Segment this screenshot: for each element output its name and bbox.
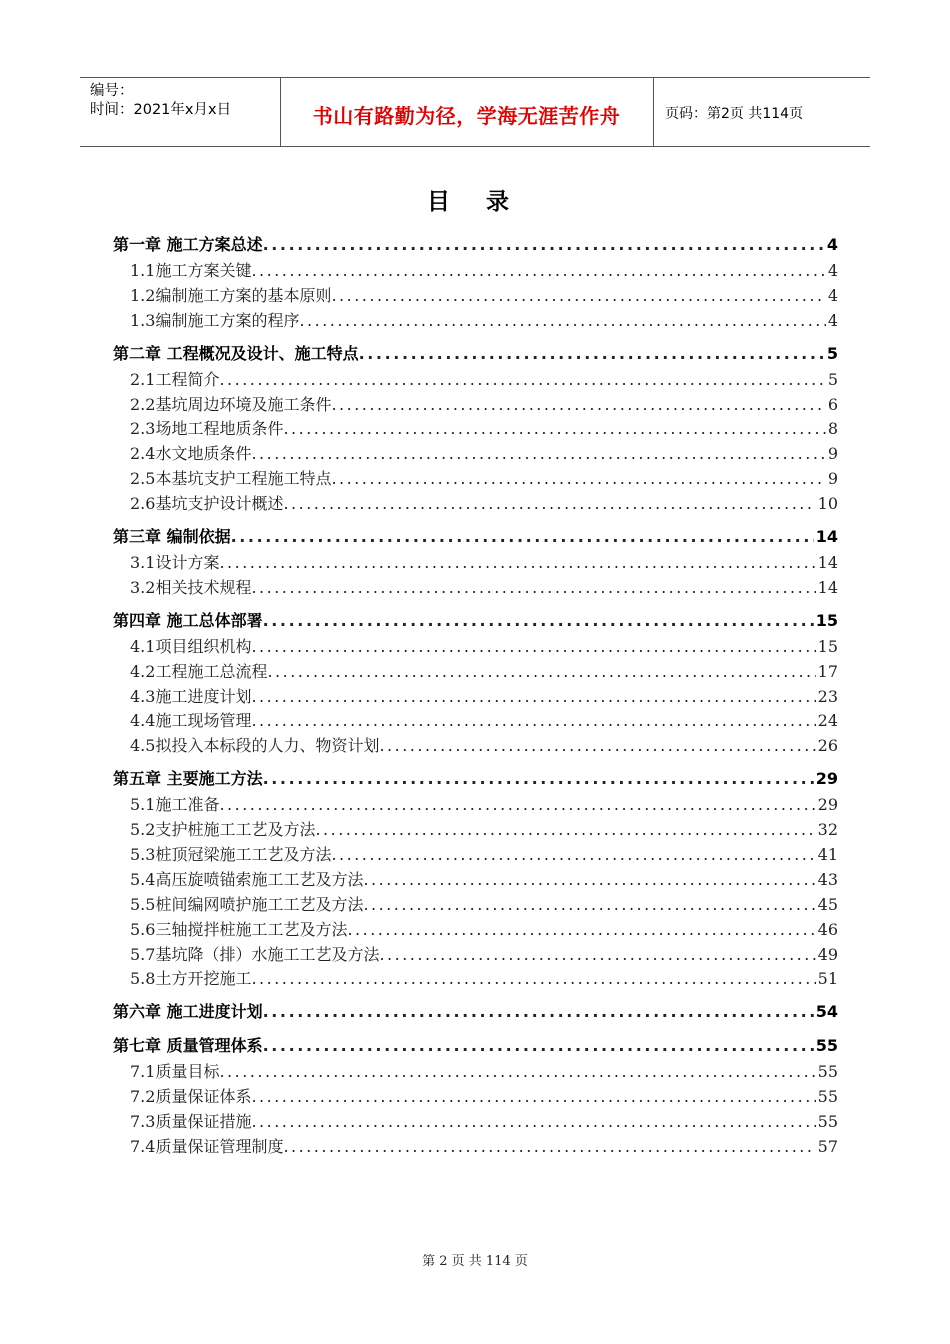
toc-section-entry[interactable] <box>113 1084 838 1109</box>
toc-entry-title: 5.8土方开挖施工 <box>130 969 252 989</box>
toc-entry-page: 26 <box>817 736 838 756</box>
toc-entry-title: 7.1质量目标 <box>130 1062 220 1082</box>
header-time: 时间：2021年x月x日 <box>90 102 232 118</box>
toc-leader-dots <box>267 662 815 681</box>
toc-leader-dots <box>251 444 825 463</box>
toc-leader-dots <box>263 769 814 788</box>
toc-chapter-entry[interactable] <box>113 524 838 550</box>
toc-leader-dots <box>251 969 815 988</box>
toc-entry-page: 43 <box>817 869 838 889</box>
toc-entry-title: 4.5拟投入本标段的人力、物资计划 <box>130 736 380 756</box>
toc-entry-page: 14 <box>817 577 838 597</box>
toc-leader-dots <box>283 419 825 438</box>
toc-entry-title: 7.4质量保证管理制度 <box>130 1137 284 1157</box>
toc-entry-title: 1.1施工方案关键 <box>130 261 252 280</box>
toc-entry-page: 4 <box>827 310 838 330</box>
toc-leader-dots <box>299 311 825 330</box>
toc-entry-title: 第二章 工程概况及设计、施工特点 <box>113 343 359 363</box>
toc-section-entry[interactable] <box>113 792 838 817</box>
toc-entry-title: 5.4高压旋喷锚索施工工艺及方法 <box>130 869 364 889</box>
toc-entry-page: 32 <box>817 820 838 840</box>
toc-entry-title: 5.1施工准备 <box>130 795 220 815</box>
toc-section-entry[interactable] <box>113 1134 838 1159</box>
header-number: 编号： <box>90 83 134 99</box>
toc-section-entry[interactable] <box>113 892 838 917</box>
header-page-number: 页码：第2页 共114页 <box>665 106 804 122</box>
toc-chapter-entry[interactable] <box>113 1033 838 1059</box>
toc-entry-page: 41 <box>817 845 838 865</box>
toc-entry-title: 1.3编制施工方案的程序 <box>130 310 300 330</box>
toc-leader-dots <box>263 1036 814 1055</box>
toc-leader-dots <box>219 795 815 814</box>
toc-section-entry[interactable] <box>113 441 838 466</box>
toc-leader-dots <box>251 1112 815 1131</box>
toc-entry-title: 第四章 施工总体部署 <box>113 610 263 630</box>
toc-entry-page: 55 <box>817 1087 838 1107</box>
toc-entry-title: 第一章 施工方案总述 <box>113 235 263 254</box>
toc-entry-title: 5.3桩顶冠梁施工工艺及方法 <box>130 845 332 865</box>
toc-entry-title: 2.4水文地质条件 <box>130 444 252 464</box>
toc-entry-title: 4.1项目组织机构 <box>130 636 252 656</box>
toc-entry-page: 9 <box>827 444 838 464</box>
toc-section-entry[interactable] <box>113 966 838 991</box>
toc-entry-page: 15 <box>817 636 838 656</box>
toc-leader-dots <box>263 235 825 254</box>
toc-entry-page: 5 <box>827 369 838 389</box>
toc-entry-title: 2.2基坑周边环境及施工条件 <box>130 394 332 414</box>
toc-section-entry[interactable] <box>113 659 838 684</box>
toc-leader-dots <box>363 895 815 914</box>
toc-leader-dots <box>379 736 815 755</box>
page-footer: 第 2 页 共 114 页 <box>422 1254 528 1269</box>
toc-section-entry[interactable] <box>113 684 838 709</box>
toc-section-entry[interactable] <box>113 1109 838 1134</box>
toc-entry-page: 55 <box>817 1062 838 1082</box>
toc-section-entry[interactable] <box>113 942 838 967</box>
toc-entry-title: 3.2相关技术规程 <box>130 577 252 597</box>
toc-entry-title: 4.4施工现场管理 <box>130 711 252 731</box>
toc-leader-dots <box>219 553 815 572</box>
toc-entry-title: 5.6三轴搅拌桩施工工艺及方法 <box>130 919 348 939</box>
toc-leader-dots <box>251 687 815 706</box>
toc-leader-dots <box>315 820 815 839</box>
toc-section-entry[interactable] <box>113 842 838 867</box>
toc-entry-title: 3.1设计方案 <box>130 553 220 573</box>
toc-entry-title: 第五章 主要施工方法 <box>113 769 263 789</box>
toc-leader-dots <box>251 637 815 656</box>
toc-leader-dots <box>283 1137 815 1156</box>
toc-leader-dots <box>331 845 815 864</box>
toc-entry-title: 7.2质量保证体系 <box>130 1087 252 1107</box>
toc-entry-title: 1.2编制施工方案的基本原则 <box>130 285 332 305</box>
toc-entry-page: 4 <box>827 285 838 305</box>
toc-section-entry[interactable] <box>113 575 838 600</box>
toc-leader-dots <box>359 344 825 363</box>
toc-section-entry[interactable] <box>113 308 838 333</box>
toc-entry-page: 46 <box>817 919 838 939</box>
toc-section-entry[interactable] <box>113 1059 838 1084</box>
toc-section-entry[interactable] <box>113 258 838 283</box>
toc-leader-dots <box>231 527 814 546</box>
toc-entry-page: 57 <box>817 1137 838 1157</box>
toc-entry-page: 29 <box>815 769 838 789</box>
toc-section-entry[interactable] <box>113 392 838 417</box>
toc-leader-dots <box>331 286 825 305</box>
toc-entry-title: 4.3施工进度计划 <box>130 686 252 706</box>
toc-entry-page: 23 <box>817 686 838 706</box>
toc-chapter-entry[interactable] <box>113 232 838 258</box>
toc-entry-title: 2.5本基坑支护工程施工特点 <box>130 469 332 489</box>
toc-section-entry[interactable] <box>113 416 838 441</box>
toc-entry-title: 5.7基坑降（排）水施工工艺及方法 <box>130 944 380 964</box>
toc-entry-page: 17 <box>817 661 838 681</box>
toc-entry-page: 54 <box>815 1002 838 1022</box>
toc-section-entry[interactable] <box>113 491 838 516</box>
header-meta <box>90 82 231 120</box>
toc-section-entry[interactable] <box>113 283 838 308</box>
toc-entry-title: 7.3质量保证措施 <box>130 1112 252 1132</box>
toc-entry-page: 55 <box>815 1036 838 1056</box>
toc-section-entry[interactable] <box>113 867 838 892</box>
toc-entry-page: 14 <box>815 527 838 547</box>
toc-entry-page: 55 <box>817 1112 838 1132</box>
toc-entry-page: 9 <box>827 469 838 489</box>
toc-entry-page: 29 <box>817 795 838 815</box>
toc-entry-page: 4 <box>826 235 838 254</box>
toc-chapter-entry[interactable] <box>113 766 838 792</box>
toc-leader-dots <box>251 261 825 280</box>
toc-chapter-entry[interactable] <box>113 608 838 634</box>
toc-entry-page: 6 <box>827 394 838 414</box>
toc-entry-page: 24 <box>817 711 838 731</box>
toc-section-entry[interactable] <box>113 634 838 659</box>
toc-entry-page: 45 <box>817 894 838 914</box>
toc-entry-title: 2.3场地工程地质条件 <box>130 419 284 439</box>
toc-leader-dots <box>331 395 825 414</box>
toc-leader-dots <box>263 1002 814 1021</box>
toc-entry-page: 49 <box>817 944 838 964</box>
header-motto: 书山有路勤为径，学海无涯苦作舟 <box>312 104 621 128</box>
toc-section-entry[interactable] <box>113 550 838 575</box>
toc-entry-title: 2.1工程简介 <box>130 369 220 389</box>
toc-entry-title: 4.2工程施工总流程 <box>130 661 268 681</box>
toc-entry-title: 5.5桩间编网喷护施工工艺及方法 <box>130 894 364 914</box>
toc-leader-dots <box>347 920 815 939</box>
toc-section-entry[interactable] <box>113 708 838 733</box>
toc-chapter-entry[interactable] <box>113 341 838 367</box>
toc-entry-title: 第三章 编制依据 <box>113 527 231 547</box>
toc-section-entry[interactable] <box>113 917 838 942</box>
toc-title: 目 录 <box>426 189 523 215</box>
toc-leader-dots <box>251 1087 815 1106</box>
table-of-contents <box>113 232 838 1159</box>
toc-section-entry[interactable] <box>113 367 838 392</box>
toc-leader-dots <box>219 370 825 389</box>
toc-entry-title: 第七章 质量管理体系 <box>113 1036 263 1056</box>
toc-entry-page: 5 <box>826 343 838 363</box>
toc-entry-page: 51 <box>817 969 838 989</box>
toc-entry-title: 第六章 施工进度计划 <box>113 1002 263 1022</box>
toc-section-entry[interactable] <box>113 466 838 491</box>
toc-section-entry[interactable] <box>113 817 838 842</box>
toc-leader-dots <box>219 1062 815 1081</box>
toc-entry-page: 10 <box>817 494 838 514</box>
toc-entry-page: 15 <box>815 610 838 630</box>
header-divider <box>653 78 654 146</box>
toc-entry-title: 5.2支护桩施工工艺及方法 <box>130 820 316 840</box>
toc-leader-dots <box>263 611 814 630</box>
toc-entry-page: 14 <box>817 553 838 573</box>
toc-entry-page: 8 <box>827 419 838 439</box>
toc-leader-dots <box>251 578 815 597</box>
toc-leader-dots <box>379 945 815 964</box>
page-header <box>80 77 870 147</box>
toc-entry-page: 4 <box>827 261 838 280</box>
toc-section-entry[interactable] <box>113 733 838 758</box>
toc-leader-dots <box>251 711 815 730</box>
toc-leader-dots <box>331 469 825 488</box>
toc-chapter-entry[interactable] <box>113 999 838 1025</box>
toc-entry-title: 2.6基坑支护设计概述 <box>130 494 284 514</box>
toc-leader-dots <box>283 494 815 513</box>
toc-leader-dots <box>363 870 815 889</box>
